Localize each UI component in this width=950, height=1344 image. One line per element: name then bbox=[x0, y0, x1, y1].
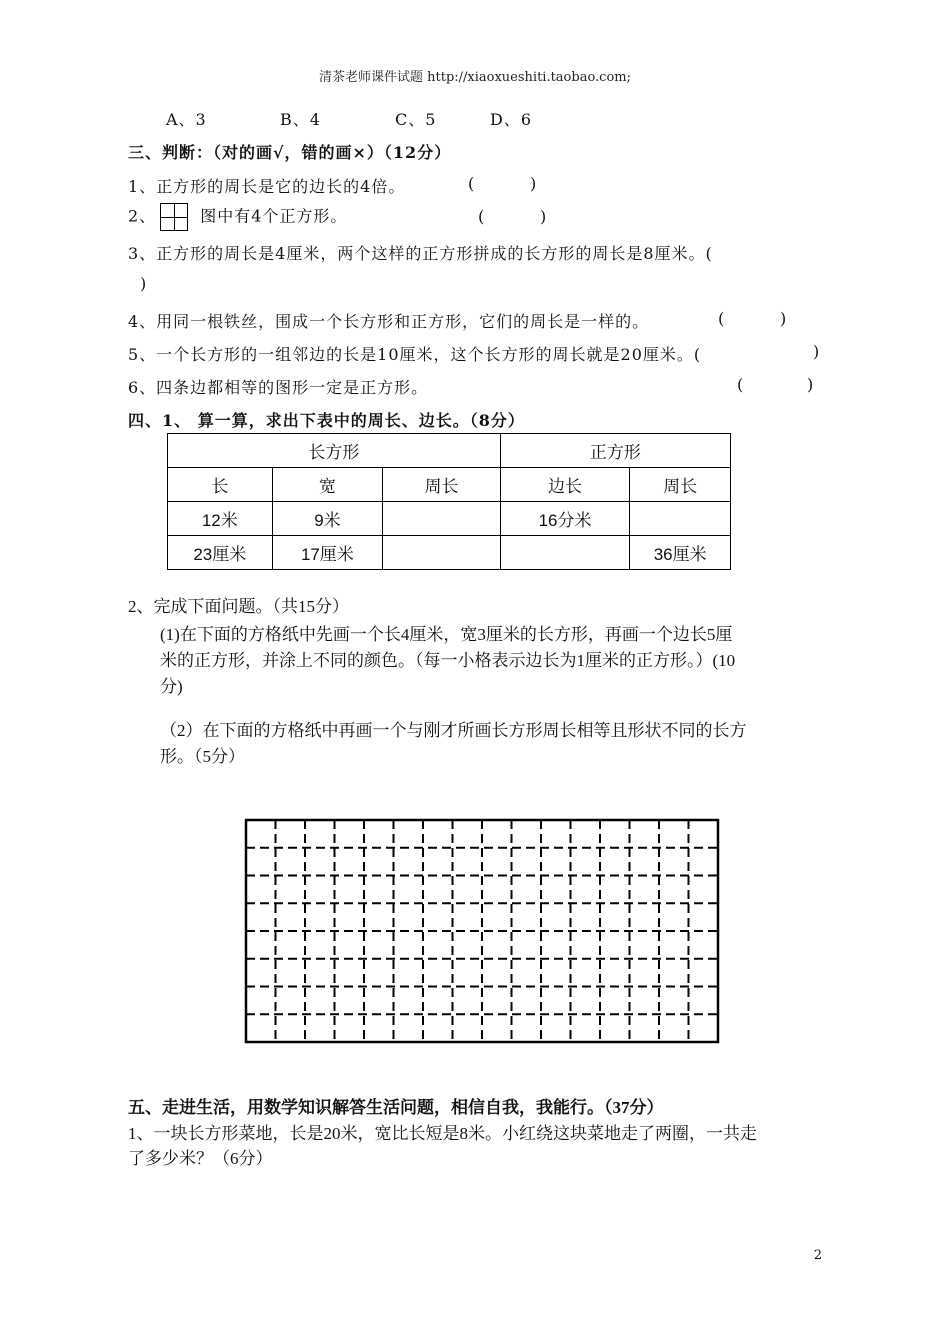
section4-q2-title: 2、完成下面问题。（共15分） bbox=[128, 597, 349, 616]
page-number: 2 bbox=[813, 1248, 822, 1263]
judge-q5: 5、一个长方形的一组邻边的长是10厘米，这个长方形的周长就是20厘米。( bbox=[128, 345, 702, 364]
table-header-row bbox=[168, 468, 731, 502]
judge-q4-paren-open: ( bbox=[718, 309, 726, 328]
judge-q4-paren-close: ) bbox=[780, 309, 788, 328]
table-cell: 12米 bbox=[168, 502, 273, 536]
section4-q2-part1-line3: 分) bbox=[160, 677, 183, 696]
header-length: 长 bbox=[168, 468, 273, 502]
section4-q2-part2-line1: （2）在下面的方格纸中再画一个与刚才所画长方形周长相等且形状不同的长方 bbox=[160, 721, 747, 740]
judge-q2-paren-open: ( bbox=[478, 207, 486, 226]
judge-q1-paren-open: ( bbox=[468, 174, 476, 193]
perimeter-table bbox=[167, 433, 731, 570]
table-cell: 16分米 bbox=[500, 502, 630, 536]
table-cell[interactable] bbox=[630, 502, 731, 536]
table-cell: 9米 bbox=[272, 502, 383, 536]
table-cell: 17厘米 bbox=[272, 536, 383, 570]
judge-q6: 6、四条边都相等的图形一定是正方形。 bbox=[128, 378, 429, 397]
table-cell[interactable] bbox=[500, 536, 630, 570]
four-square-grid-icon bbox=[160, 203, 188, 231]
section3-title: 三、判断：（对的画√，错的画×）（12分） bbox=[128, 143, 452, 162]
option-d: D、6 bbox=[490, 110, 533, 129]
header-side: 边长 bbox=[500, 468, 630, 502]
judge-q6-paren-close: ) bbox=[807, 375, 815, 394]
section4-q2-part1-line1: (1)在下面的方格纸中先画一个长4厘米，宽3厘米的长方形，再画一个边长5厘 bbox=[160, 625, 733, 644]
table-cell[interactable] bbox=[383, 502, 501, 536]
table-cell: 36厘米 bbox=[630, 536, 731, 570]
header-rect-perimeter: 周长 bbox=[383, 468, 501, 502]
option-c: C、5 bbox=[395, 110, 437, 129]
section4-title: 四、1、 算一算，求出下表中的周长、边长。（8分） bbox=[128, 411, 525, 430]
judge-q1-paren-close: ) bbox=[530, 174, 538, 193]
group-square: 正方形 bbox=[500, 434, 730, 468]
table-cell: 23厘米 bbox=[168, 536, 273, 570]
option-b: B、4 bbox=[280, 110, 321, 129]
section5-q1-line2: 了多少米？（6分） bbox=[128, 1149, 273, 1168]
section4-q2-part2-line2: 形。（5分） bbox=[160, 747, 245, 766]
judge-q1: 1、正方形的周长是它的边长的4倍。 bbox=[128, 177, 406, 196]
section5-title: 五、走进生活，用数学知识解答生活问题，相信自我，我能行。（37分） bbox=[128, 1098, 664, 1117]
header-square-perimeter: 周长 bbox=[630, 468, 731, 502]
judge-q2-text: 图中有4个正方形。 bbox=[200, 206, 348, 226]
table-row bbox=[168, 536, 731, 570]
judge-q3-line1: 3、正方形的周长是4厘米，两个这样的正方形拼成的长方形的周长是8厘米。( bbox=[128, 244, 713, 263]
judge-q6-paren-open: ( bbox=[737, 375, 745, 394]
option-a: A、3 bbox=[166, 110, 207, 129]
judge-q4: 4、用同一根铁丝，围成一个长方形和正方形，它们的周长是一样的。 bbox=[128, 312, 650, 331]
section4-q2-part1-line2: 米的正方形，并涂上不同的颜色。（每一小格表示边长为1厘米的正方形。）(10 bbox=[160, 651, 736, 670]
judge-q3-line2: ) bbox=[140, 274, 148, 293]
judge-q5-paren-close: ) bbox=[813, 342, 821, 361]
page-header: 清茶老师课件试题 http://xiaoxueshiti.taobao.com; bbox=[318, 70, 631, 85]
grid-paper[interactable] bbox=[244, 818, 720, 1044]
group-rectangle: 长方形 bbox=[168, 434, 501, 468]
table-row bbox=[168, 502, 731, 536]
table-group-row bbox=[168, 434, 731, 468]
judge-q2-paren-close: ) bbox=[540, 207, 548, 226]
section5-q1-line1: 1、一块长方形菜地，长是20米，宽比长短是8米。小红绕这块菜地走了两圈，一共走 bbox=[128, 1124, 757, 1143]
judge-q2-prefix: 2、 bbox=[128, 206, 157, 226]
judge-q2 bbox=[128, 203, 347, 231]
header-width: 宽 bbox=[272, 468, 383, 502]
table-cell[interactable] bbox=[383, 536, 501, 570]
